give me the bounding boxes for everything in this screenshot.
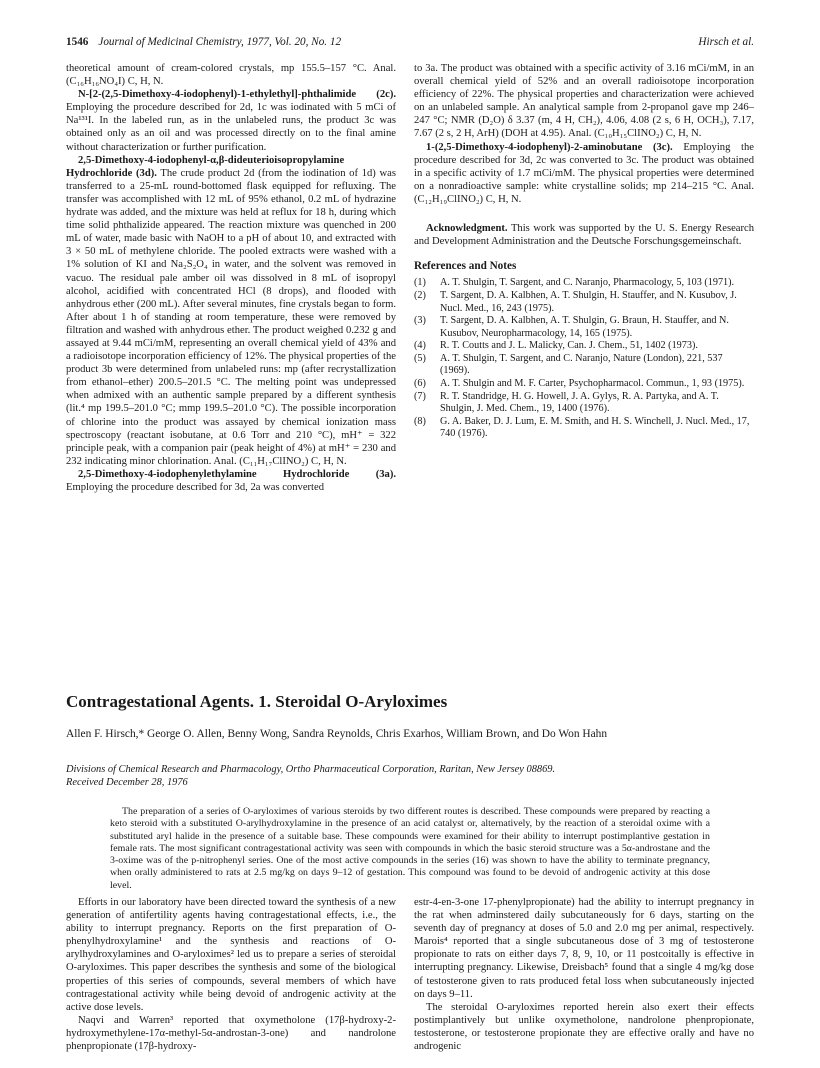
- paragraph-text: The crude product 2d (from the iodination of 1d) was transferred to a 25-mL round-bottomed flask equipped for refluxing. The transfer was accomplished with 12 mL of 95% ethanol, 0.2 mL of hydrazine hydrate was added, and the mixture was held at reflux for 18 h, during which time solid phthalizide appeared. The reaction mixture was quenched in 200 mL of water, made basic with NaOH to a pH of about 10, and extracted with 3 × 50 mL of methylene chloride. The pooled extracts were washed with a 1% solution of KI and Na₂S₂O₄ in water, and the solvent was removed in vacuo. The residual pale amber oil was dissolved in 8 mL of isopropyl alcohol, acidified with concentrated HCl (8 drops), and flooded with anhydrous ether (200 mL). After several minutes, fine crystals began to form. After about 1 h of standing at room temperature, these were removed by filtration and washed with anhydrous ether. The product weighed 0.232 g and assayed at 9.44 mCi/mM, representing an overall chemical yield of 43% and a radioisotope incorporation efficiency of 12%. The physical properties of the product 3b were determined from unlabeled runs: mp (after recrystallization from ethanol–ether) 200.5–201.5 °C. The melting point was undepressed when admixed with an authentic sample prepared by a different synthesis (lit.⁴ mp 199.5–201.0 °C; mmp 199.5–201.0 °C). The possible incorporation of chlorine into the product was assayed by chemical ionization mass spectroscopy (reactant isobutane, at 0.6 Torr and 210 °C), mH⁺ = 322 principle peak, with a companion pair (peak height of 4%) at mH⁺ = 230 and 232 indicating minor chlorination. Anal. (C₁₁H₁₇ClINO₂) C, H, N.: [66, 167, 396, 467]
- reference-text: T. Sargent, D. A. Kalbhen, A. T. Shulgin, G. Braun, H. Stauffer, and N. Kusubov, Neuropharmacology, 14, 165 (1975).: [440, 315, 729, 339]
- reference-item: [414, 353, 754, 378]
- reference-text: A. T. Shulgin, T. Sargent, and C. Naranjo, Pharmacology, 5, 103 (1971).: [440, 277, 735, 289]
- reference-item: [414, 391, 754, 416]
- reference-item: [414, 315, 754, 340]
- references-heading: References and Notes: [414, 260, 517, 273]
- affiliation-text: Divisions of Chemical Research and Pharmacology, Ortho Pharmaceutical Corporation, Raritan, New Jersey 08869.: [66, 764, 556, 775]
- reference-number: (8): [414, 415, 426, 427]
- reference-item: [414, 290, 754, 315]
- reference-text: R. T. Standridge, H. G. Howell, J. A. Gylys, R. A. Partyka, and A. T. Shulgin, J. Med. Chem., 19, 1400 (1976).: [440, 390, 719, 415]
- reference-number: (2): [414, 289, 426, 301]
- paragraph: The steroidal O-aryloximes reported herein also exert their effects postimplantively but unlike oxymetholone, nandrolone phenpropionate, testosterone, or testosterone propionate they are effective orally and have no androgenic: [414, 1001, 754, 1053]
- paragraph: Naqvi and Warren³ reported that oxymetholone (17β-hydroxy-2-hydroxymethylene-17α-methyl-5α-androstan-3-one) and nandrolone phenpropionate (17β-hydroxy-: [66, 1014, 396, 1053]
- abstract-text: The preparation of a series of O-aryloximes of various steroids by two different routes is described. These compounds were prepared by reacting a keto steroid with a substituted O-arylhydroxylamine in the presence of an acid catalyst or, alternatively, by the reaction of a steroidal oxime with a substituted aryl halide in the presence of a suitable base. These compounds were examined for their ability to interrupt postimplantive gestation in female rats. The most significant contragestational activity was seen with compounds in which the basic steroid structure was a 5α-androstane and the 3-oxime was of the p-nitrophenyl series. One of the most active compounds in the series (16) was shown to have the ability to terminate pregnancy, when orally administered to rats at 2.5 mg/kg on days 9–12 of gestation. This compound was found to be devoid of androgenic activity at this dose level.: [110, 806, 710, 891]
- reference-number: (4): [414, 340, 426, 352]
- received-date: Received December 28, 1976: [66, 776, 188, 788]
- left-column-body: [66, 896, 396, 1053]
- reference-item: [414, 340, 754, 353]
- paragraph: [66, 154, 396, 468]
- reference-text: G. A. Baker, D. J. Lum, E. M. Smith, and H. S. Winchell, J. Nucl. Med., 17, 740 (1976).: [440, 415, 750, 440]
- reference-number: (6): [414, 378, 426, 390]
- compound-heading: 1-(2,5-Dimethoxy-4-iodophenyl)-2-aminobutane (3c).: [426, 141, 673, 153]
- paragraph: estr-4-en-3-one 17-phenylpropionate) had the ability to interrupt pregnancy in the rat when adminstered daily subcutaneously for 6 days, starting on the seventh day of pregnancy at doses of 5.0 and 2.0 mg per animal, respectively. Marois⁴ reported that a single subcutaneous dose of 3 mg of testosterone propionate to rats on either days 7, 8, 9, 10, or 11 postcoitally is effective in interrupting pregnancy. Likewise, Dreisbach⁵ found that a single 4 mg/kg dose of testosterone given to rats produced fetal loss when subcutaneously injected on days 9–11.: [414, 897, 754, 1000]
- right-column-body: [414, 896, 754, 1053]
- paragraph-text: Employing the procedure described for 3d, 2c was converted to 3c. The product was obtained in a specific activity of 1.7 mCi/mM. The physical properties were determined on a nonradioactive sample: white crystalline solids; mp 214–215 °C. Anal. (C₁₂H₁₉ClINO₂) C, H, N.: [414, 141, 754, 205]
- paragraph: [66, 88, 396, 153]
- running-author: Hirsch et al.: [698, 36, 754, 48]
- paragraph-text: Employing the procedure described for 2d, 1c was iodinated with 5 mCi of Na¹³¹I. In the labeled run, as in the unlabeled runs, the product 3c was obtained only as an oil and was processed directly on to the final amine without characterization or further purification.: [66, 102, 396, 153]
- reference-number: (7): [414, 390, 426, 402]
- article-title: Contragestational Agents. 1. Steroidal O-Aryloximes: [66, 692, 448, 711]
- paragraph: theoretical amount of cream-colored crystals, mp 155.5–157 °C. Anal. (C₁₆H₁₆NO₄I) C, H, N.: [66, 63, 396, 88]
- left-column-top: [66, 62, 396, 494]
- compound-heading: N-[2-(2,5-Dimethoxy-4-iodophenyl)-1-ethylethyl]-phthalimide (2c).: [78, 89, 396, 101]
- compound-heading: 2,5-Dimethoxy-4-iodophenyl-α,β-dideuterioisopropylamine Hydrochloride (3d).: [66, 154, 345, 179]
- paragraph-text: Employing the procedure described for 3d, 2a was converted: [66, 482, 324, 493]
- reference-item: [414, 277, 754, 290]
- paragraph: [66, 468, 396, 494]
- author-list: Allen F. Hirsch,* George O. Allen, Benny Wong, Sandra Reynolds, Chris Exarhos, William Brown, and Do Won Hahn: [66, 728, 608, 740]
- reference-text: T. Sargent, D. A. Kalbhen, A. T. Shulgin, H. Stauffer, and N. Kusubov, J. Nucl. Med., 16, 243 (1975).: [440, 289, 737, 314]
- reference-number: (5): [414, 352, 426, 364]
- paragraph: [414, 141, 754, 206]
- reference-item: [414, 378, 754, 391]
- reference-number: (3): [414, 315, 426, 327]
- abstract: [110, 806, 710, 892]
- references-list: [414, 277, 754, 441]
- compound-heading: 2,5-Dimethoxy-4-iodophenylethylamine Hydrochloride (3a).: [78, 468, 396, 480]
- affiliation: [66, 764, 756, 790]
- reference-number: (1): [414, 277, 426, 289]
- acknowledgment-text: This work was supported by the U. S. Energy Research and Development Administration and the Deutsche Forschungsgemeinschaft.: [414, 223, 754, 248]
- reference-item: [414, 416, 754, 441]
- paragraph: to 3a. The product was obtained with a specific activity of 3.16 mCi/mM, in an overall chemical yield of 52% and an overall radioisotope incorporation efficiency of 22%. The physical properties and characterization were achieved on an unlabeled sample. An analytical sample from 2-propanol gave mp 246–247 °C; NMR (D₂O) δ 3.37 (m, 4 H, CH₂), 4.06, 4.08 (2 s, 6 H, OCH₃), 7.17, 7.67 (2 s, 2 H, ArH) (DOH at 4.95). Anal. (C₁₀H₁₅ClINO₂) C, H, N.: [414, 63, 754, 140]
- paragraph: Efforts in our laboratory have been directed toward the synthesis of a new generation of antifertility agents having contragestational effects, i.e., the ability to interrupt pregnancy. Reports on the first preparation of O-phenylhydroxylamine¹ and the synthesis and reactions of O-arylhydroxylamines and O-aryloximes² led us to prepare a series of steroidal O-aryloximes. This paper describes the synthesis and some of the biological properties of this series of compounds, several members of which have contragestational activity while being devoid of androgenic activity at the active dose levels.: [66, 897, 396, 1013]
- reference-text: R. T. Coutts and J. L. Malicky, Can. J. Chem., 51, 1402 (1973).: [440, 340, 698, 352]
- journal-citation: Journal of Medicinal Chemistry, 1977, Vol. 20, No. 12: [98, 36, 342, 48]
- right-column-top: [414, 62, 754, 441]
- reference-text: A. T. Shulgin and M. F. Carter, Psychopharmacol. Commun., 1, 93 (1975).: [440, 378, 745, 390]
- page-header: [66, 36, 754, 52]
- page-number: 1546: [66, 36, 89, 48]
- acknowledgment: [414, 222, 754, 248]
- reference-text: A. T. Shulgin, T. Sargent, and C. Naranjo, Nature (London), 221, 537 (1969).: [440, 352, 723, 377]
- acknowledgment-heading: Acknowledgment.: [426, 223, 508, 235]
